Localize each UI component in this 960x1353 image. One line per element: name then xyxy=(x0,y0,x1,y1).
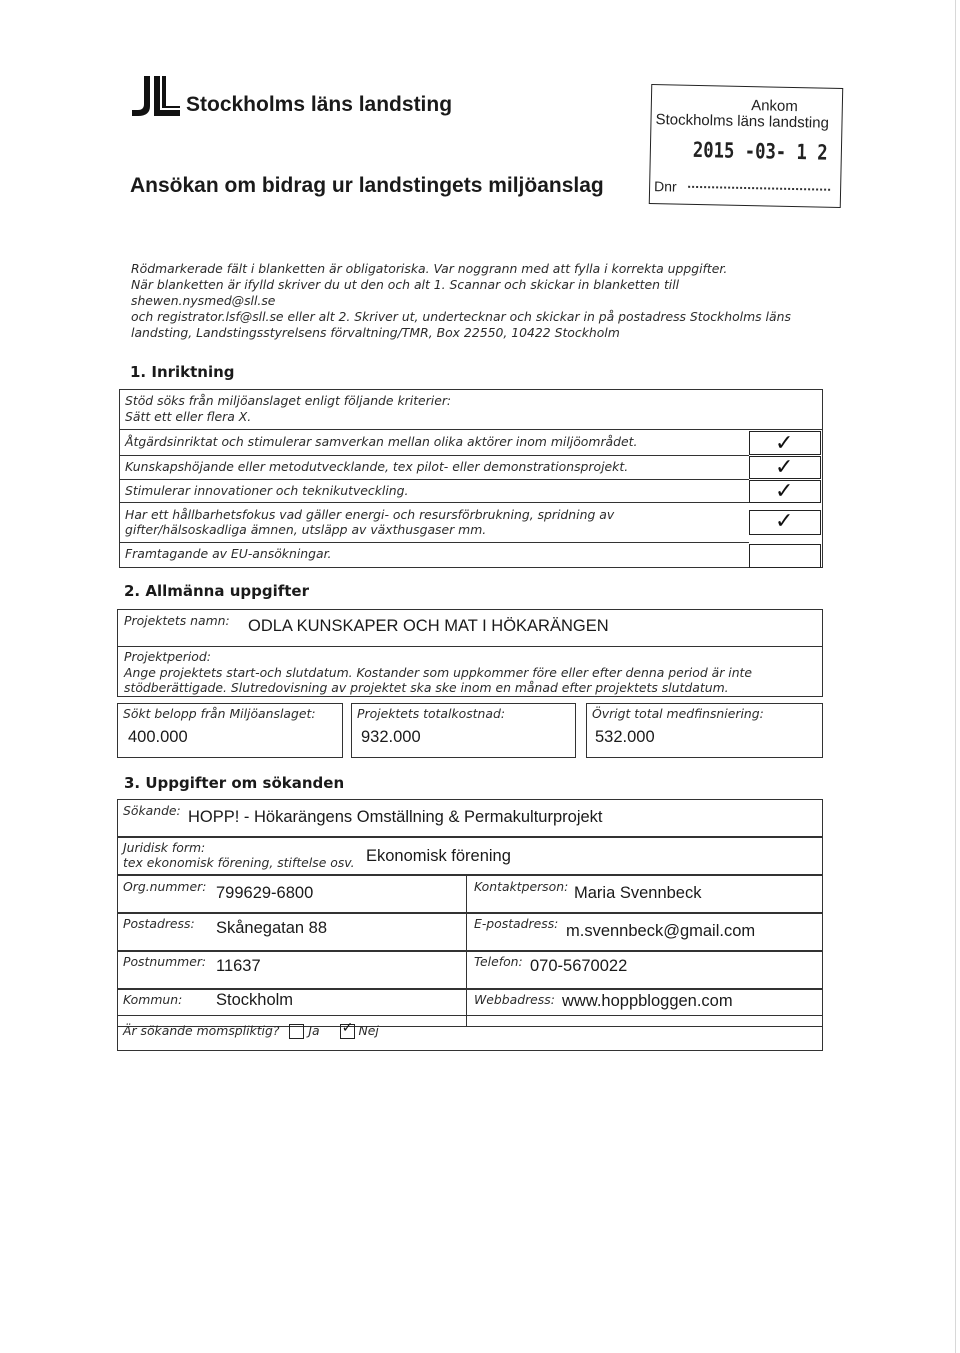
total-cost-value: 932.000 xyxy=(361,728,421,746)
vat-yes-checkbox[interactable] xyxy=(289,1024,304,1039)
criteria-label-2: Kunskapshöjande eller metodutvecklande, tex pilot- eller demonstrationsprojekt. xyxy=(125,459,629,474)
legal-form-hint: tex ekonomisk förening, stiftelse osv. xyxy=(123,855,355,870)
criteria-divider xyxy=(119,542,749,543)
org-name: Stockholms läns landsting xyxy=(186,93,453,116)
legal-form-label: Juridisk form: xyxy=(123,840,206,855)
page-edge xyxy=(955,0,956,1353)
website-label: Webbadress: xyxy=(474,992,555,1007)
email-value[interactable]: m.svennbeck@gmail.com xyxy=(566,922,756,940)
phone-value[interactable]: 070-5670022 xyxy=(530,957,628,975)
criteria-divider xyxy=(119,429,823,430)
sll-logo-icon xyxy=(130,72,182,120)
contact-person-value[interactable]: Maria Svennbeck xyxy=(574,884,702,902)
stamp-dnr-line xyxy=(688,186,830,191)
project-period-text-2: stödberättigade. Slutredovisning av projektet ska ske inom en månad efter projektets slutdatum. xyxy=(124,680,729,695)
criteria-label-4: Har ett hållbarhetsfokus vad gäller energi- och resursförbrukning, spridning av xyxy=(125,507,615,522)
row-divider xyxy=(466,951,467,989)
criteria-divider xyxy=(119,455,749,456)
stamp-org-label: Stockholms läns landsting xyxy=(655,111,830,132)
vat-no-label: Nej xyxy=(358,1023,379,1038)
cofunding-value: 532.000 xyxy=(595,728,655,746)
criteria-instructions-2: Sätt ett eller flera X. xyxy=(125,409,252,424)
criteria-label-4b: gifter/hälsoskadliga ämnen, utsläpp av växthusgaser mm. xyxy=(125,522,487,537)
org-number-value[interactable]: 799629-6800 xyxy=(216,884,314,902)
criteria-label-1: Åtgärdsinriktat och stimulerar samverkan mellan olika aktörer inom miljöområdet. xyxy=(125,434,638,449)
intro-text xyxy=(131,261,821,341)
applicant-label: Sökande: xyxy=(123,803,181,818)
stamp-received-label: Ankom xyxy=(750,97,799,116)
vat-no-checkbox[interactable] xyxy=(340,1020,355,1039)
applicant-value: HOPP! - Hökarängens Omställning & Permakulturprojekt xyxy=(188,808,603,826)
checkmark-icon: ✓ xyxy=(341,1020,354,1036)
criteria-divider xyxy=(119,479,749,480)
criteria-checkbox-5[interactable] xyxy=(749,544,821,568)
stamp-dnr-label: Dnr xyxy=(653,178,677,195)
row-divider xyxy=(466,875,467,913)
received-stamp xyxy=(649,84,843,208)
checkmark-icon: ✓ xyxy=(775,479,794,504)
project-name-label: Projektets namn: xyxy=(124,613,230,628)
email-label: E-postadress: xyxy=(474,916,559,931)
project-name-value: ODLA KUNSKAPER OCH MAT I HÖKARÄNGEN xyxy=(248,617,609,635)
postal-code-label: Postnummer: xyxy=(123,954,207,969)
contact-person-label: Kontaktperson: xyxy=(474,879,569,894)
criteria-instructions-1: Stöd söks från miljöanslaget enligt följande kriterier: xyxy=(125,393,452,408)
legal-form-value: Ekonomisk förening xyxy=(366,847,511,865)
intro-line-3: och registrator.lsf@sll.se eller alt 2. Skriver ut, undertecknar och skickar in på postadress Stockholms läns xyxy=(131,309,791,324)
total-cost-label: Projektets totalkostnad: xyxy=(357,706,506,721)
criteria-divider xyxy=(119,502,749,503)
vat-question xyxy=(123,1020,379,1039)
checkmark-icon: ✓ xyxy=(775,455,794,480)
checkmark-icon: ✓ xyxy=(775,431,794,456)
form-title: Ansökan om bidrag ur landstingets miljöanslag xyxy=(130,174,604,197)
section-3-heading: 3. Uppgifter om sökanden xyxy=(124,774,345,792)
vat-question-label: Är sökande momspliktig? xyxy=(123,1023,280,1038)
row-divider xyxy=(466,913,467,951)
section-1-heading: 1. Inriktning xyxy=(130,363,235,381)
intro-line-2: När blanketten är ifylld skriver du ut den och alt 1. Scannar och skickar in blanketten till shewen.nysmed@sll.se xyxy=(131,277,680,308)
postal-address-label: Postadress: xyxy=(123,916,195,931)
criteria-label-3: Stimulerar innovationer och teknikutveckling. xyxy=(125,483,409,498)
requested-amount-value: 400.000 xyxy=(128,728,188,746)
postal-code-value[interactable]: 11637 xyxy=(216,957,261,975)
cofunding-label: Övrigt total medfinsniering: xyxy=(592,706,764,721)
postal-address-value[interactable]: Skånegatan 88 xyxy=(216,919,328,937)
intro-line-4: landsting, Landstingsstyrelsens förvaltning/TMR, Box 22550, 10422 Stockholm xyxy=(131,325,620,340)
criteria-label-5: Framtagande av EU-ansökningar. xyxy=(125,546,332,561)
intro-line-1: Rödmarkerade fält i blanketten är obligatoriska. Var noggrann med att fylla i korrekta uppgifter. xyxy=(131,261,728,276)
project-period-text-1: Ange projektets start-och slutdatum. Kostander som uppkommer före eller efter denna period är inte xyxy=(124,665,753,680)
stamp-date: 2015 -03- 1 2 xyxy=(692,137,828,165)
phone-label: Telefon: xyxy=(474,954,523,969)
section-2-heading: 2. Allmänna uppgifter xyxy=(124,582,310,600)
requested-amount-label: Sökt belopp från Miljöanslaget: xyxy=(123,706,316,721)
vat-yes-label: Ja xyxy=(308,1023,320,1038)
project-period-label: Projektperiod: xyxy=(124,649,211,664)
municipality-label: Kommun: xyxy=(123,992,183,1007)
municipality-value[interactable]: Stockholm xyxy=(216,991,294,1009)
checkmark-icon: ✓ xyxy=(775,509,794,534)
org-number-label: Org.nummer: xyxy=(123,879,207,894)
website-value[interactable]: www.hoppbloggen.com xyxy=(562,992,733,1010)
